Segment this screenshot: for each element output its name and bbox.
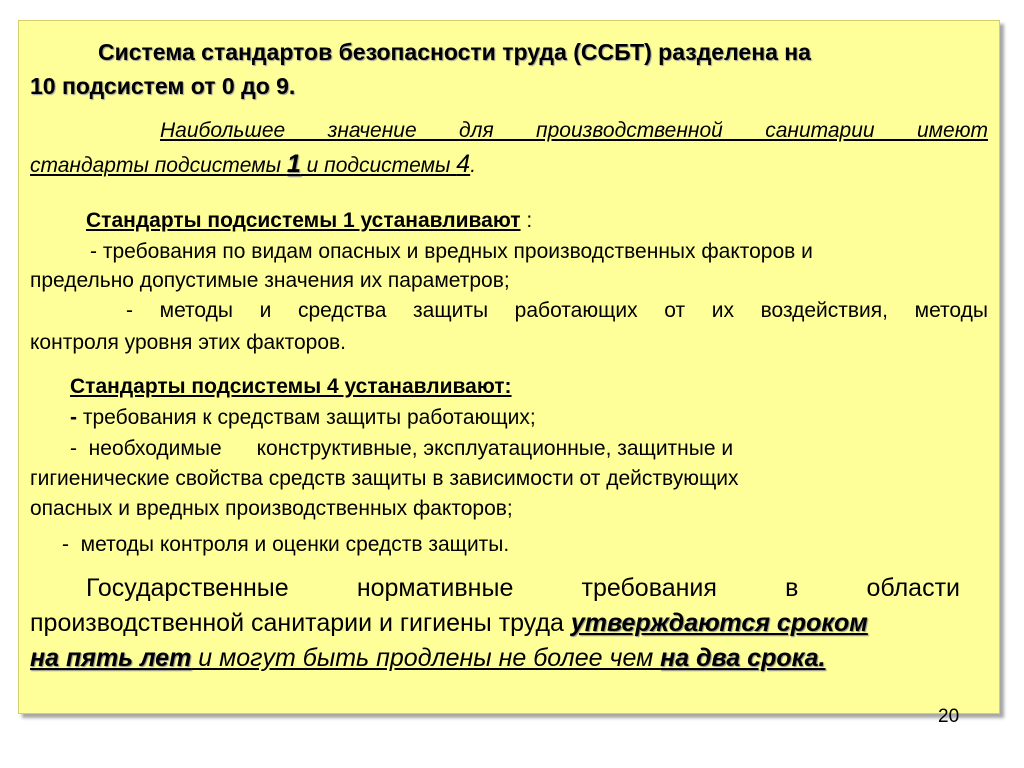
conclusion-line-2-text: производственной санитарии и гигиены труда: [30, 609, 571, 637]
conclusion-line-3: [30, 644, 825, 672]
importance-line-2: [30, 150, 476, 180]
subsystem-number-1: 1: [286, 150, 301, 178]
importance-period: .: [470, 154, 477, 177]
importance-text-b: и подсистемы: [300, 154, 457, 177]
conclusion-line-2: [30, 609, 868, 637]
subsystem4-item3: - методы контроля и оценки средств защиты.: [62, 533, 510, 556]
title-line-1: Система стандартов безопасности труда (ССБТ) разделена на: [98, 39, 811, 65]
subsystem1-heading-suffix: :: [520, 209, 533, 232]
subsystem4-item1-dash: -: [70, 406, 77, 429]
conclusion-two-terms: на два срока.: [660, 644, 826, 672]
subsystem4-item1-text: требования к средствам защиты работающих;: [77, 406, 536, 429]
subsystem1-item1-line2: предельно допустимые значения их параметров;: [30, 269, 510, 292]
subsystem1-item2-line2: контроля уровня этих факторов.: [30, 331, 346, 354]
subsystem1-heading-text: Стандарты подсистемы 1 устанавливают: [86, 209, 521, 232]
subsystem4-item2-line2: гигиенические свойства средств защиты в зависимости от действующих: [30, 467, 739, 490]
subsystem4-item1: [70, 404, 536, 432]
subsystem4-heading: Стандарты подсистемы 4 устанавливают:: [70, 375, 512, 398]
conclusion-extend-text: и могут быть продлены не более чем: [191, 644, 661, 672]
subsystem-number-4: 4: [456, 150, 471, 178]
title-line-2: 10 подсистем от 0 до 9.: [30, 73, 296, 99]
subsystem4-item2-line1: - необходимые конструктивные, эксплуатационные, защитные и: [70, 437, 734, 460]
subsystem1-item2-line1: - методы и средства защиты работающих от их воздействия, методы: [126, 299, 988, 322]
subsystem1-heading: [86, 207, 532, 235]
subsystem1-item1-line1: - требования по видам опасных и вредных производственных факторов и: [90, 240, 813, 263]
subsystem4-item2-line3: опасных и вредных производственных факторов;: [30, 497, 513, 520]
page-number: 20: [938, 706, 960, 727]
conclusion-approval-term: утверждаются сроком: [570, 609, 868, 637]
importance-line-1: Наибольшее значение для производственной санитарии имеют: [160, 119, 988, 142]
importance-text-a: стандарты подсистемы: [30, 154, 287, 177]
conclusion-line-1: Государственные нормативные требования в области: [86, 574, 960, 602]
conclusion-five-years: на пять лет: [30, 644, 192, 672]
